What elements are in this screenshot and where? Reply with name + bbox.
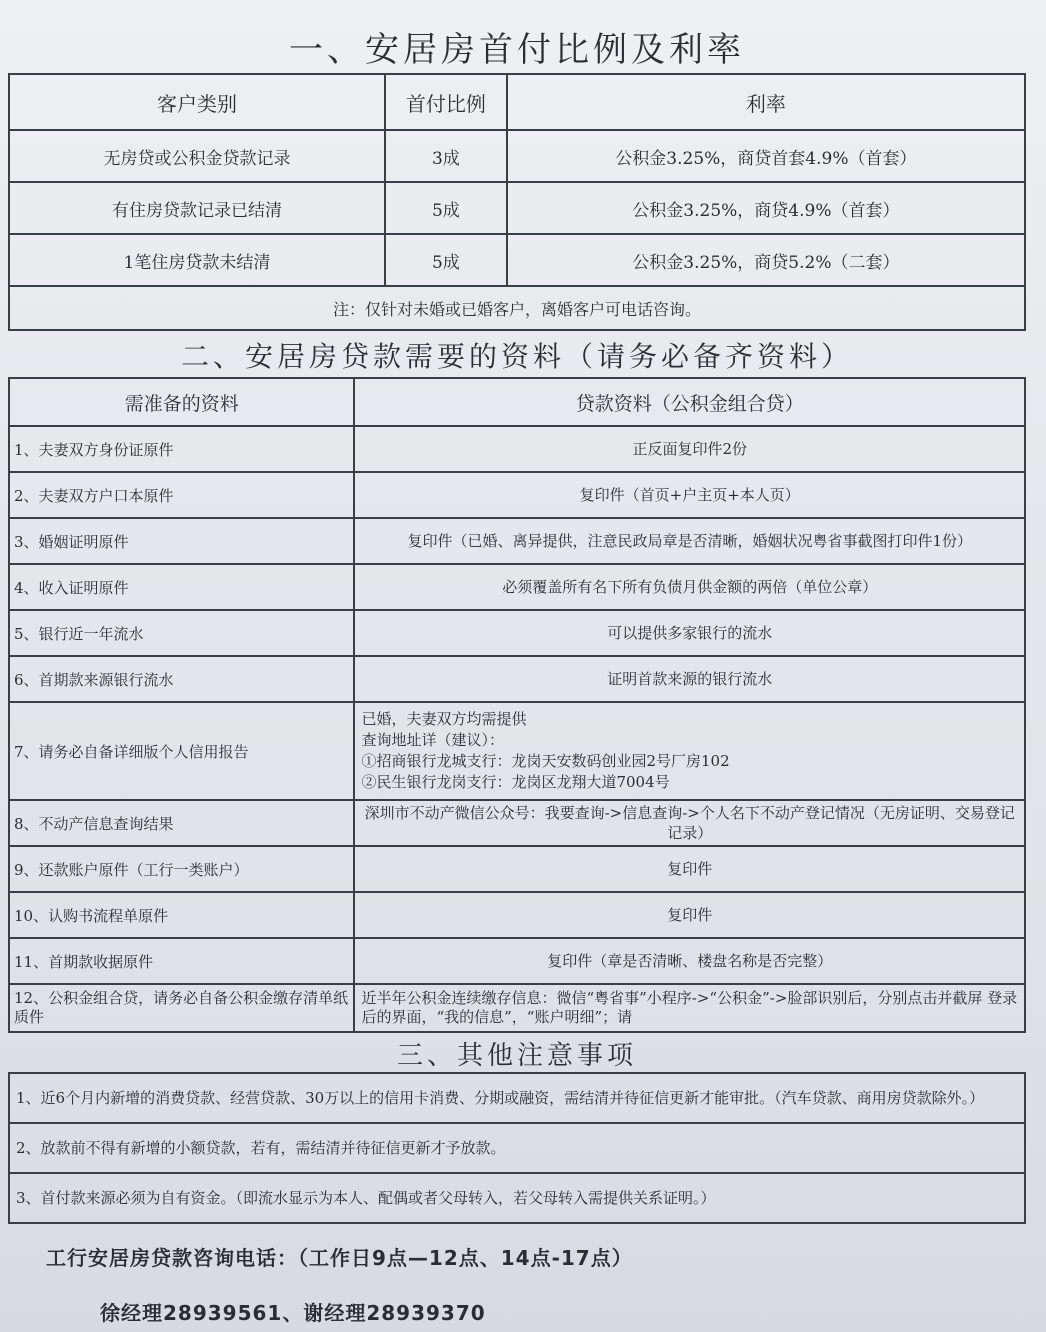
contact-line: 工行安居房贷款咨询电话：（工作日9点—12点、14点-17点） <box>46 1246 633 1270</box>
cell-item: 6、首期款来源银行流水 <box>9 656 354 702</box>
cell-item: 9、还款账户原件（工行一类账户） <box>9 846 354 892</box>
section1-title: 一、安居房首付比例及利率 <box>289 30 745 70</box>
header-ratio: 首付比例 <box>385 74 507 130</box>
table-row <box>9 234 1025 286</box>
header-category: 客户类别 <box>9 74 385 130</box>
header-materials: 需准备的资料 <box>9 378 354 426</box>
table-row <box>9 472 1025 518</box>
cell-category: 无房贷或公积金贷款记录 <box>9 130 385 182</box>
table-row <box>9 702 1025 800</box>
cell-detail: 复印件（已婚、离异提供，注意民政局章是否清晰，婚姻状况粤省事截图打印件1份） <box>354 518 1025 564</box>
cell-detail <box>354 702 1025 800</box>
cell-item: 2、夫妻双方户口本原件 <box>9 472 354 518</box>
note-item: 1、近6个月内新增的消费贷款、经营贷款、30万以上的信用卡消费、分期或融资，需结清并待征信更新才能审批。（汽车贷款、商用房贷款除外。） <box>9 1073 1025 1123</box>
cell-item: 3、婚姻证明原件 <box>9 518 354 564</box>
table-row <box>9 610 1025 656</box>
detail-line: ②民生银行龙岗支行：龙岗区龙翔大道7004号 <box>361 773 670 791</box>
table-row <box>9 130 1025 182</box>
table-header-row <box>9 378 1025 426</box>
cell-ratio: 3成 <box>385 130 507 182</box>
table-row <box>9 518 1025 564</box>
cell-rate: 公积金3.25%，商贷首套4.9%（首套） <box>507 130 1025 182</box>
detail-line: 查询地址详（建议）： <box>361 731 504 749</box>
table-row <box>9 182 1025 234</box>
section3-title: 三、其他注意事项 <box>396 1041 637 1071</box>
table-row <box>9 656 1025 702</box>
section2-title: 二、安居房贷款需要的资料（请务必备齐资料） <box>180 340 853 373</box>
cell-detail: 复印件 <box>354 846 1025 892</box>
cell-item: 12、公积金组合贷，请务必自备公积金缴存清单纸质件 <box>9 984 354 1032</box>
table-row <box>9 984 1025 1032</box>
detail-line: ①招商银行龙城支行：龙岗天安数码创业园2号厂房102 <box>361 752 730 770</box>
cell-category: 有住房贷款记录已结清 <box>9 182 385 234</box>
list-item <box>9 1123 1025 1173</box>
table-row <box>9 938 1025 984</box>
cell-detail: 复印件 <box>354 892 1025 938</box>
cell-item: 7、请务必自备详细版个人信用报告 <box>9 702 354 800</box>
cell-item: 11、首期款收据原件 <box>9 938 354 984</box>
cell-detail: 可以提供多家银行的流水 <box>354 610 1025 656</box>
header-loan-materials: 贷款资料（公积金组合贷） <box>354 378 1025 426</box>
cell-detail: 深圳市不动产微信公众号：我要查询->信息查询->个人名下不动产登记情况（无房证明、交易登记记录） <box>354 800 1025 846</box>
list-item <box>9 1173 1025 1223</box>
table-header-row <box>9 74 1025 130</box>
table-row <box>9 892 1025 938</box>
cell-item: 4、收入证明原件 <box>9 564 354 610</box>
notes-table <box>8 1072 1026 1224</box>
table-row <box>9 426 1025 472</box>
table-row <box>9 846 1025 892</box>
cell-detail: 复印件（章是否清晰、楼盘名称是否完整） <box>354 938 1025 984</box>
down-payment-table <box>8 73 1026 331</box>
table-note-row <box>9 286 1025 330</box>
cell-rate: 公积金3.25%，商贷5.2%（二套） <box>507 234 1025 286</box>
detail-line: 已婚，夫妻双方均需提供 <box>361 710 527 728</box>
cell-item: 1、夫妻双方身份证原件 <box>9 426 354 472</box>
cell-ratio: 5成 <box>385 234 507 286</box>
cell-detail: 正反面复印件2份 <box>354 426 1025 472</box>
cell-item: 10、认购书流程单原件 <box>9 892 354 938</box>
cell-rate: 公积金3.25%，商贷4.9%（首套） <box>507 182 1025 234</box>
materials-table <box>8 377 1026 1033</box>
note-item: 3、首付款来源必须为自有资金。（即流水显示为本人、配偶或者父母转入，若父母转入需提供关系证明。） <box>9 1173 1025 1223</box>
cell-detail: 证明首款来源的银行流水 <box>354 656 1025 702</box>
note-item: 2、放款前不得有新增的小额贷款，若有，需结清并待征信更新才予放款。 <box>9 1123 1025 1173</box>
cell-ratio: 5成 <box>385 182 507 234</box>
table-row <box>9 564 1025 610</box>
cell-detail: 近半年公积金连续缴存信息：微信“粤省事”小程序->“公积金”->脸部识别后，分别点击并截屏 登录后的界面，“我的信息”，“账户明细”；请 <box>354 984 1025 1032</box>
header-rate: 利率 <box>507 74 1025 130</box>
contact-managers: 徐经理28939561、谢经理28939370 <box>100 1301 486 1325</box>
cell-detail: 复印件（首页+户主页+本人页） <box>354 472 1025 518</box>
cell-category: 1笔住房贷款未结清 <box>9 234 385 286</box>
table-note: 注：仅针对未婚或已婚客户，离婚客户可电话咨询。 <box>9 286 1025 330</box>
table-row <box>9 800 1025 846</box>
list-item <box>9 1073 1025 1123</box>
cell-item: 5、银行近一年流水 <box>9 610 354 656</box>
cell-detail: 必须覆盖所有名下所有负债月供金额的两倍（单位公章） <box>354 564 1025 610</box>
cell-item: 8、不动产信息查询结果 <box>9 800 354 846</box>
